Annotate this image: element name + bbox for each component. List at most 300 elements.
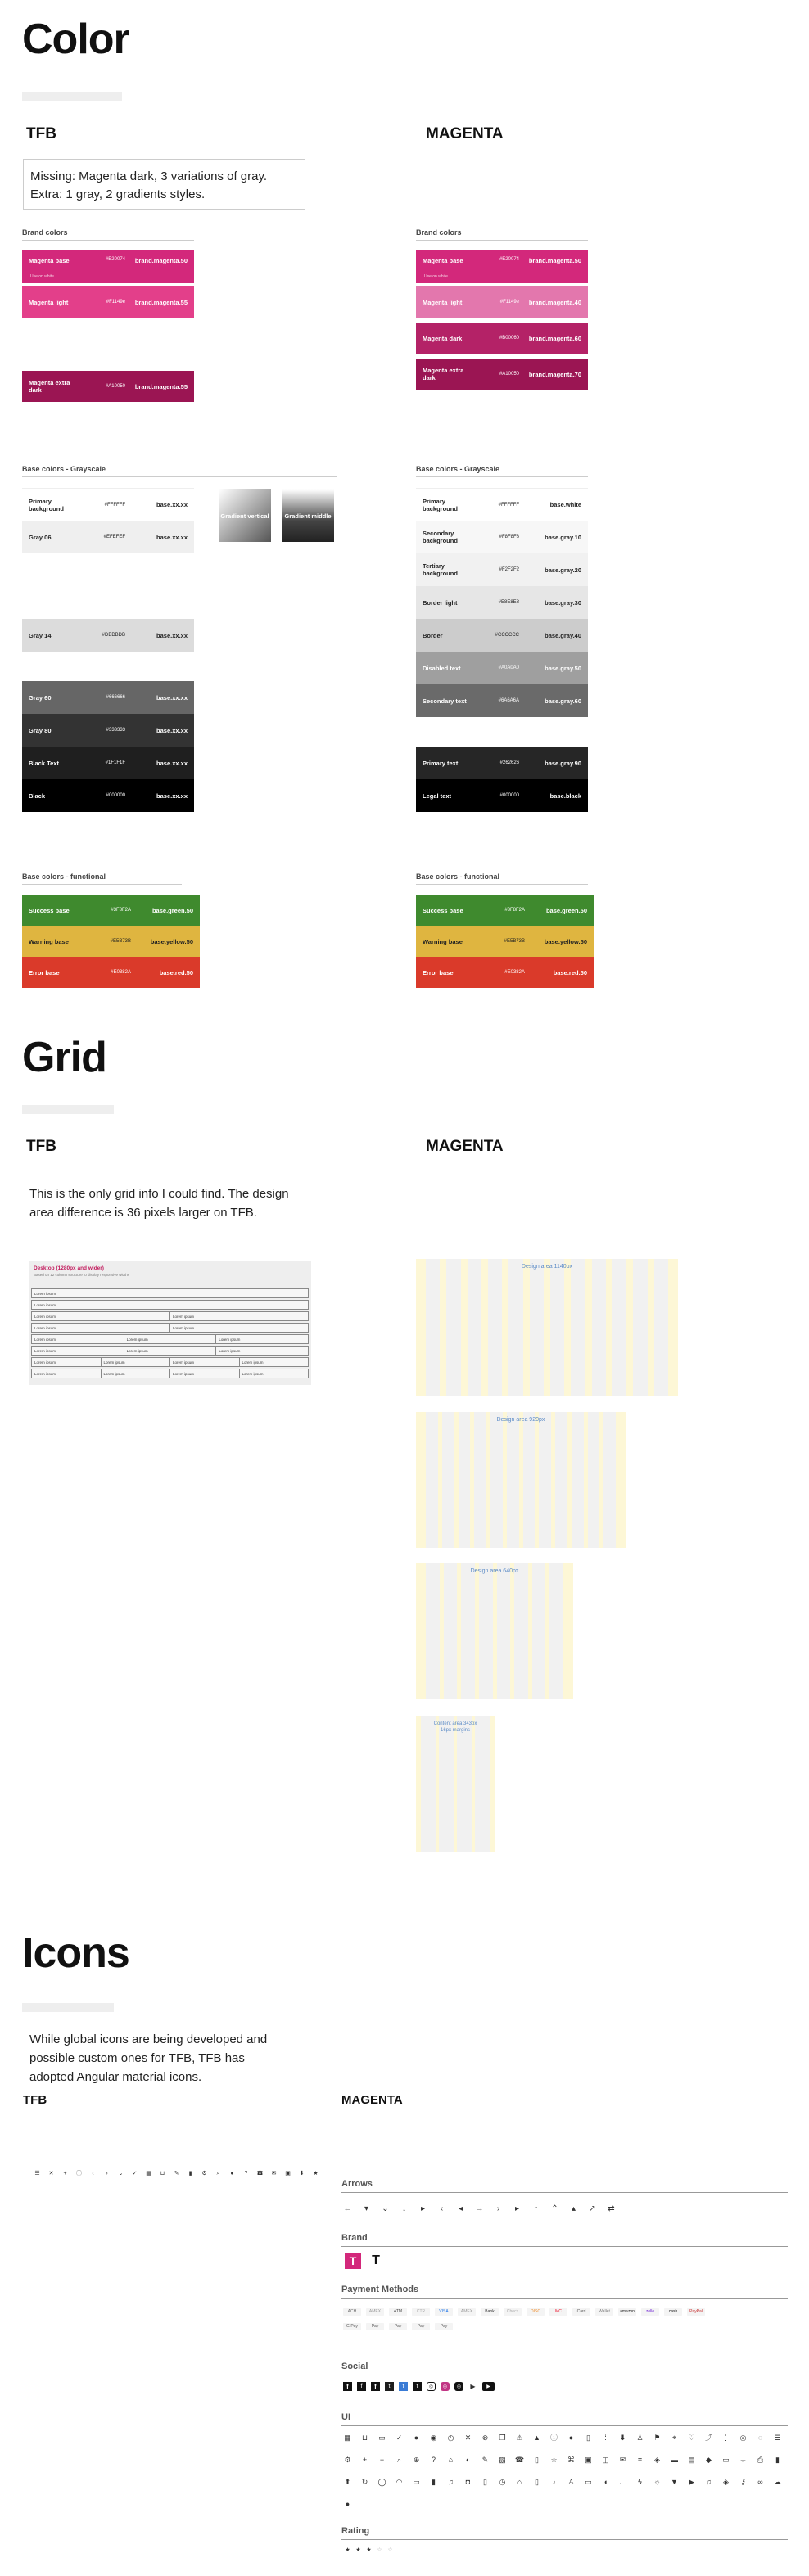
grid-row (31, 1369, 309, 1378)
lock-icon[interactable]: ▣ (285, 2171, 291, 2177)
close-icon[interactable]: ✕ (464, 2434, 472, 2442)
grid-table-title: Desktop (1280px and wider) (34, 1265, 104, 1271)
swatch-name: Primary background (29, 497, 64, 512)
swatch-token: base.xx.xx (156, 501, 188, 508)
grid-column (459, 1412, 471, 1548)
grid-cell: Lorem ipsum (169, 1358, 239, 1366)
arrow-up-icon[interactable]: ↑ (534, 2204, 538, 2213)
refresh-icon[interactable]: ↻ (361, 2478, 368, 2486)
download-icon[interactable]: ⬇ (299, 2171, 305, 2177)
grid-cell: Lorem ipsum (169, 1312, 308, 1320)
swatch-name: Black (29, 792, 46, 800)
color-swatch (22, 681, 194, 714)
brand-icon-row (345, 2253, 384, 2269)
arrow-down-small-icon[interactable]: ▾ (364, 2204, 369, 2213)
camera-icon[interactable]: ◘ (465, 2478, 471, 2486)
payment-method-icon: VISA (435, 2308, 453, 2316)
grid-column (539, 1412, 551, 1548)
swap-icon[interactable]: ⇄ (608, 2204, 615, 2213)
payment-method-icon: AMEX (458, 2308, 476, 2316)
grid-row (31, 1334, 309, 1344)
copy-icon[interactable]: ❐ (499, 2434, 506, 2442)
swatch-name: Primary background (423, 497, 458, 512)
swatch-hex: #666666 (106, 695, 125, 700)
star-empty-icon: ☆ (377, 2547, 382, 2553)
grid-cell: Lorem ipsum (32, 1335, 124, 1343)
color-swatch (416, 779, 588, 812)
grid-row (31, 1323, 309, 1333)
battery-icon[interactable]: ▭ (413, 2478, 420, 2486)
cart-icon[interactable]: ⊔ (361, 2434, 368, 2442)
lock-icon[interactable]: ▣ (585, 2456, 592, 2464)
grid-cell: Lorem ipsum (239, 1358, 309, 1366)
arrow-down-icon[interactable]: ↓ (402, 2204, 406, 2213)
swatch-token: base.gray.10 (545, 533, 581, 541)
swatch-token: base.black (549, 792, 581, 800)
tv-icon[interactable]: ▭ (585, 2478, 592, 2486)
swatch-hex: #FFFFFF (104, 502, 125, 508)
search-icon[interactable]: ⌕ (396, 2456, 402, 2464)
tablet-icon[interactable]: ▯ (483, 2478, 487, 2486)
note-line: Missing: Magenta dark, 3 variations of gray. (30, 169, 268, 183)
card-icon[interactable]: ▭ (722, 2456, 730, 2464)
share-icon[interactable]: ⤴ (704, 2434, 712, 2442)
minus-icon[interactable]: − (379, 2456, 385, 2464)
zoom-icon[interactable]: ⊕ (413, 2456, 420, 2464)
grid-column (444, 1563, 458, 1699)
note-line: Extra: 1 gray, 2 gradients styles. (30, 187, 206, 201)
payment-method-icon: Card (572, 2308, 590, 2316)
swatch-hex: #E0382A (111, 970, 131, 975)
check-icon[interactable]: ✓ (132, 2171, 138, 2177)
swatch-note: Use on white (30, 274, 54, 279)
sun-icon[interactable]: ☼ (653, 2478, 661, 2486)
rating-icon-row (343, 2546, 395, 2555)
grid-column (468, 1259, 481, 1396)
magenta-grayscale-swatches (416, 488, 588, 815)
gradient-label: Gradient middle (284, 512, 332, 520)
headset-icon[interactable]: ♫ (448, 2478, 454, 2486)
arrow-left-icon[interactable]: ‹ (92, 2171, 94, 2177)
star-icon[interactable]: ★ (313, 2171, 319, 2177)
grid-column (488, 1259, 502, 1396)
arrow-left-icon[interactable]: ← (343, 2204, 352, 2213)
signal-icon[interactable]: ▮ (432, 2478, 436, 2486)
lightbulb-icon[interactable]: ◐ (465, 2456, 471, 2464)
tfb-grayscale-swatches (22, 488, 194, 815)
magenta-brand-colors-title: Brand colors (416, 228, 588, 241)
color-swatch (416, 926, 594, 957)
help-icon[interactable]: ? (431, 2456, 436, 2464)
warning-icon[interactable]: ⚠ (516, 2434, 523, 2442)
upload-icon[interactable]: ⬆ (344, 2478, 351, 2486)
grid-column (475, 1716, 490, 1852)
grid-tfb-heading: TFB (26, 1138, 56, 1155)
heart-icon[interactable]: ♡ (688, 2434, 695, 2442)
grid-column (633, 1259, 647, 1396)
grid-column (490, 1412, 503, 1548)
grid-column (461, 1563, 475, 1699)
swatch-token: base.gray.40 (545, 631, 581, 639)
close-circle-icon[interactable]: ⊗ (481, 2434, 489, 2442)
person-icon[interactable]: ♙ (636, 2434, 644, 2442)
download-icon[interactable]: ⬇ (619, 2434, 626, 2442)
speaker-icon[interactable]: ◖ (603, 2478, 608, 2486)
grid-cell: Lorem ipsum (215, 1335, 308, 1343)
note-line: This is the only grid info I could find. The design (29, 1187, 289, 1201)
check-circle-icon[interactable]: ● (414, 2434, 419, 2442)
mail-icon[interactable]: ✉ (271, 2171, 277, 2177)
youtube-icon[interactable]: ▶ (470, 2382, 476, 2390)
icons-ui-title: UI (341, 2412, 788, 2426)
grid-cell: Lorem ipsum (239, 1369, 309, 1378)
swatch-name: Success base (423, 906, 463, 914)
payment-method-icon: Pay (412, 2323, 430, 2330)
clock-icon[interactable]: ◷ (447, 2434, 454, 2442)
grid-diagram-1140 (416, 1259, 678, 1396)
instagram-filled-icon[interactable]: ◎ (454, 2382, 463, 2391)
swatch-hex: #000000 (106, 793, 125, 798)
swatch-name: Magenta base (423, 257, 463, 264)
facebook-filled-icon[interactable]: f (371, 2382, 380, 2391)
grid-cell: Lorem ipsum (32, 1369, 101, 1378)
swatch-hex: #000000 (499, 793, 519, 798)
title-underline (22, 1105, 114, 1114)
eye-icon[interactable]: ◎ (739, 2434, 747, 2442)
icons-note (29, 2030, 308, 2087)
search-icon[interactable]: ⌕ (216, 2171, 220, 2177)
payment-method-icon: Pay (435, 2323, 453, 2330)
flag-icon[interactable]: ⚑ (653, 2434, 661, 2442)
facebook-icon[interactable]: f (343, 2382, 352, 2391)
arrow-right-small-icon[interactable]: ▸ (514, 2204, 520, 2213)
expand-icon[interactable]: ⌄ (118, 2171, 124, 2177)
bag-icon[interactable]: ◈ (654, 2456, 660, 2464)
print-icon[interactable]: ⎙ (757, 2456, 764, 2464)
swatch-name: Error base (29, 968, 60, 977)
settings-icon[interactable]: ⚙ (201, 2171, 207, 2177)
swatch-name: Magenta extra dark (423, 367, 464, 381)
plus-icon[interactable]: + (362, 2456, 368, 2464)
swatch-name: Black Text (29, 759, 59, 767)
cloud-icon[interactable]: ☁ (774, 2478, 781, 2486)
mic-icon[interactable]: ♩ (619, 2478, 626, 2486)
note-line: adopted Angular material icons. (29, 2070, 202, 2084)
facebook-square-icon[interactable]: f (357, 2382, 366, 2391)
dot-icon[interactable]: ● (345, 2500, 350, 2508)
wallet-icon[interactable]: ▤ (688, 2456, 695, 2464)
title-underline (22, 2003, 114, 2012)
magenta-brand-swatches (416, 250, 588, 394)
swatch-hex: #FFFFFF (498, 502, 519, 508)
swatch-hex: #DBDBDB (102, 633, 125, 638)
arrow-up-small-icon[interactable]: ▴ (571, 2204, 576, 2213)
color-swatch (416, 747, 588, 779)
note-line: While global icons are being developed and (29, 2032, 268, 2046)
swatch-token: base.green.50 (151, 906, 193, 914)
grid-row (31, 1300, 309, 1310)
grid-diagram-label: Design area 1140px (521, 1264, 573, 1270)
swatch-token: base.red.50 (159, 968, 193, 977)
ui-icon-row (343, 2456, 785, 2465)
shield-icon[interactable]: ◆ (706, 2456, 712, 2464)
swatch-name: Error base (423, 968, 454, 977)
star-filled-icon: ★ (345, 2547, 350, 2553)
payment-method-icon: MC (549, 2308, 567, 2316)
swatch-name: Border (423, 631, 443, 639)
image-icon[interactable]: ▨ (499, 2456, 506, 2464)
tfb-grayscale-title: Base colors - Grayscale (22, 465, 337, 477)
grid-column (532, 1563, 546, 1699)
delete-icon[interactable]: ▮ (188, 2171, 192, 2177)
calendar-icon[interactable]: ▦ (146, 2171, 151, 2177)
swatch-hex: #F2F2F2 (499, 567, 519, 572)
edit-icon[interactable]: ✎ (174, 2171, 179, 2177)
swatch-token: base.xx.xx (156, 759, 188, 767)
menu-icon[interactable]: ☰ (34, 2171, 40, 2177)
color-swatch (22, 286, 194, 318)
color-swatch (22, 488, 194, 521)
tfb-icon-row (33, 2169, 320, 2178)
check-icon[interactable]: ✓ (395, 2434, 403, 2442)
grid-diagram-label (416, 1721, 495, 1734)
icons-magenta-heading: MAGENTA (341, 2093, 403, 2107)
help-icon[interactable]: ? (244, 2171, 248, 2177)
t-logo-black-icon: T (372, 2253, 380, 2267)
star-empty-icon: ☆ (387, 2547, 393, 2553)
unlock-icon[interactable]: ◫ (602, 2456, 609, 2464)
ui-icon-row (343, 2500, 785, 2510)
payment-method-icon: Check (504, 2308, 522, 2316)
swatch-name: Gray 06 (29, 533, 52, 541)
alert-icon[interactable]: ▲ (533, 2434, 540, 2442)
t-logo-magenta-icon: T (345, 2253, 361, 2269)
title-underline (22, 92, 122, 101)
color-swatch (22, 926, 200, 957)
calendar-icon[interactable]: ▦ (344, 2434, 351, 2442)
grid-icon[interactable]: ⁞ (604, 2434, 607, 2442)
key-icon[interactable]: ⚷ (740, 2478, 746, 2486)
edit-icon[interactable]: ✎ (481, 2456, 489, 2464)
icons-arrows-title: Arrows (341, 2179, 788, 2193)
mobile-icon[interactable]: ▯ (535, 2456, 539, 2464)
grid-column (654, 1259, 668, 1396)
color-swatch (416, 652, 588, 684)
color-section-title: Color (22, 16, 129, 63)
cart-icon[interactable]: ⊔ (160, 2171, 165, 2177)
chevron-right-icon[interactable]: › (496, 2204, 500, 2213)
swatch-name: Gray 14 (29, 631, 52, 639)
color-swatch (416, 250, 588, 283)
grid-cell: Lorem ipsum (169, 1369, 239, 1378)
info-icon[interactable]: ⓘ (76, 2171, 82, 2177)
grid-column (479, 1563, 493, 1699)
arrow-left-small-icon[interactable]: ◂ (458, 2204, 463, 2213)
phone-icon[interactable]: ☎ (256, 2171, 264, 2177)
payment-row-2 (343, 2323, 453, 2330)
grid-column (612, 1259, 626, 1396)
list-icon[interactable]: ☰ (774, 2434, 781, 2442)
users-icon[interactable]: ♙ (567, 2478, 575, 2486)
swatch-token: brand.magenta.70 (528, 370, 581, 378)
grid-cell: Lorem ipsum (32, 1289, 308, 1297)
link-icon[interactable]: ∞ (757, 2478, 763, 2486)
swatch-hex: #CCCCCC (495, 633, 519, 638)
instagram-color-icon[interactable]: ◎ (441, 2382, 450, 2391)
info-filled-icon[interactable]: ● (568, 2434, 574, 2442)
document-icon[interactable]: ▯ (586, 2434, 590, 2442)
arrow-down-small-icon[interactable]: ▸ (420, 2204, 426, 2213)
eye-off-icon[interactable]: ◌ (757, 2434, 763, 2442)
phone-icon[interactable]: ☎ (514, 2456, 525, 2464)
payment-method-icon: Bank (481, 2308, 499, 2316)
grid-diagram-label: Design area 920px (496, 1417, 545, 1423)
check-circle-outline-icon[interactable]: ◉ (430, 2434, 437, 2442)
arrow-up-right-icon[interactable]: ↗ (589, 2204, 596, 2213)
music-icon[interactable]: ♫ (706, 2478, 712, 2486)
payment-method-icon: Wallet (595, 2308, 613, 2316)
arrow-right-icon[interactable]: → (475, 2204, 484, 2213)
instagram-icon[interactable]: ◎ (427, 2382, 436, 2391)
payment-method-icon: Pay (366, 2323, 384, 2330)
color-swatch (22, 714, 194, 747)
swatch-name: Warning base (423, 937, 463, 945)
video-icon[interactable]: ▶ (689, 2478, 694, 2486)
car-icon[interactable]: ▬ (671, 2456, 678, 2464)
grid-diagram-920 (416, 1412, 626, 1548)
grid-column (514, 1563, 528, 1699)
twitter-black-icon[interactable]: t (413, 2382, 422, 2391)
bell-icon[interactable]: ♪ (552, 2478, 556, 2486)
wifi-icon[interactable]: ◠ (395, 2478, 403, 2486)
color-swatch (416, 323, 588, 354)
arrows-icon-row (343, 2204, 616, 2213)
trash-icon[interactable]: ▮ (775, 2456, 780, 2464)
tag-icon[interactable]: ⌘ (567, 2456, 575, 2464)
swatch-name: Magenta light (29, 298, 69, 306)
payment-method-icon: Pay (389, 2323, 407, 2330)
swatch-token: base.xx.xx (156, 726, 188, 734)
swatch-name: Disabled text (423, 664, 461, 672)
grid-cell: Lorem ipsum (101, 1369, 170, 1378)
chevron-left-icon[interactable]: ‹ (440, 2204, 444, 2213)
payment-method-icon: CTR (412, 2308, 430, 2316)
gradient-vertical-swatch (219, 489, 271, 542)
swatch-name: Gray 80 (29, 726, 52, 734)
bookmark-icon[interactable]: ▼ (671, 2478, 678, 2486)
swatch-hex: #F1149e (106, 300, 125, 305)
grid-row (31, 1288, 309, 1298)
color-swatch (416, 553, 588, 586)
swatch-name: Magenta light (423, 298, 463, 306)
grid-column (592, 1259, 606, 1396)
icons-brand-title: Brand (341, 2233, 788, 2247)
magenta-grayscale-title: Base colors - Grayscale (416, 465, 588, 477)
swatch-hex: #6A6A6A (498, 698, 519, 703)
doc-icon[interactable]: ▯ (535, 2478, 539, 2486)
bolt-icon[interactable]: ϟ (638, 2478, 642, 2486)
grid-table-rows (31, 1288, 309, 1380)
swatch-hex: #E8E8E8 (498, 600, 519, 605)
star-icon[interactable]: ☆ (550, 2456, 558, 2464)
color-swatch (22, 747, 194, 779)
swatch-name: Magenta extra dark (29, 379, 70, 394)
grid-column (426, 1259, 440, 1396)
grid-column (426, 1412, 438, 1548)
icons-rating-title: Rating (341, 2526, 788, 2540)
grid-column (508, 1259, 522, 1396)
arrow-right-icon[interactable]: › (106, 2171, 108, 2177)
swatch-token: base.gray.30 (545, 598, 581, 607)
swatch-token: brand.magenta.50 (134, 257, 188, 264)
grid-column (442, 1412, 454, 1548)
grid-column (474, 1412, 486, 1548)
grid-cell: Lorem ipsum (169, 1324, 308, 1332)
filter-icon[interactable]: ⏚ (739, 2456, 747, 2464)
icons-social-title: Social (341, 2362, 788, 2375)
tfb-grid-table (29, 1261, 311, 1385)
youtube-filled-icon[interactable]: ▶ (482, 2382, 495, 2391)
gift-icon[interactable]: ◈ (723, 2478, 729, 2486)
store-icon[interactable]: ⌂ (517, 2478, 522, 2486)
home-icon[interactable]: ⌂ (448, 2456, 454, 2464)
twitter-icon[interactable]: t (385, 2382, 394, 2391)
grid-column (572, 1412, 584, 1548)
info-icon[interactable]: ⓘ (549, 2434, 558, 2442)
chat-icon[interactable]: ▭ (378, 2434, 386, 2442)
grid-column (523, 1412, 536, 1548)
color-swatch (416, 895, 594, 926)
tfb-missing-note (23, 159, 305, 210)
mail-icon[interactable]: ✉ (619, 2456, 626, 2464)
swatch-token: brand.magenta.55 (134, 298, 188, 306)
twitter-blue-icon[interactable]: t (399, 2382, 408, 2391)
grid-cell: Lorem ipsum (32, 1358, 101, 1366)
grid-column (530, 1259, 544, 1396)
swatch-hex: #F8F8F8 (499, 535, 519, 539)
mobile-label-line: 16px margins (440, 1728, 471, 1733)
location-icon[interactable]: ⌖ (671, 2434, 677, 2442)
swatch-name: Gray 60 (29, 693, 52, 702)
chevron-up-icon[interactable]: ⌃ (551, 2204, 558, 2213)
more-icon[interactable]: ⋮ (722, 2434, 730, 2442)
menu-icon[interactable]: ≡ (637, 2456, 643, 2464)
swatch-hex: #E5B73B (504, 939, 525, 944)
globe-icon[interactable]: ◯ (377, 2478, 386, 2486)
watch-icon[interactable]: ◷ (499, 2478, 506, 2486)
tfb-heading: TFB (26, 125, 56, 142)
star-half-icon: ★ (366, 2547, 372, 2553)
social-icon-row (343, 2382, 495, 2391)
user-icon[interactable]: ● (230, 2171, 234, 2177)
ui-icon-row (343, 2478, 785, 2488)
swatch-hex: #A0A0A0 (498, 665, 519, 670)
grid-column (446, 1259, 460, 1396)
payment-method-icon: DISC (527, 2308, 545, 2316)
close-icon[interactable]: ✕ (48, 2171, 54, 2177)
swatch-note: Use on white (424, 274, 448, 279)
add-icon[interactable]: + (63, 2171, 67, 2177)
color-swatch (416, 957, 594, 988)
swatch-name: Warning base (29, 937, 69, 945)
swatch-hex: #E5B73B (110, 939, 131, 944)
grid-table-subtitle: Based on 12 column structure to display responsive widths (34, 1273, 130, 1277)
chevron-down-icon[interactable]: ⌄ (382, 2204, 389, 2213)
gear-icon[interactable]: ⚙ (344, 2456, 351, 2464)
grid-cell: Lorem ipsum (32, 1312, 169, 1320)
color-swatch (22, 371, 194, 402)
swatch-token: base.yellow.50 (150, 937, 193, 945)
